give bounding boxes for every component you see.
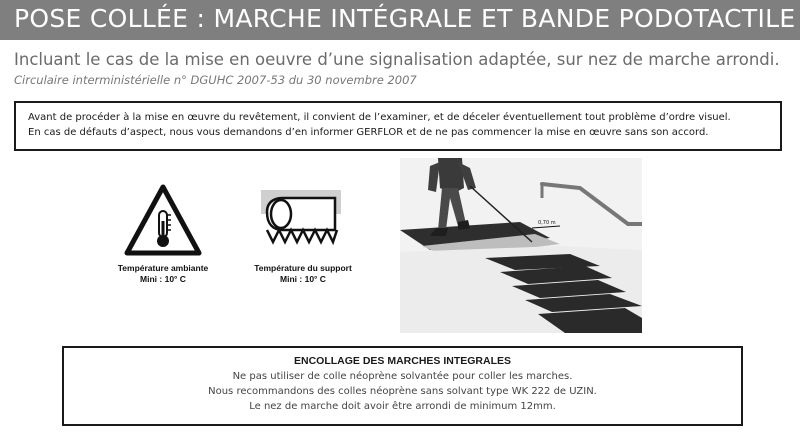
circular-reference: Circulaire interministérielle n° DGUHC 2007-53 du 30 novembre 2007 — [14, 73, 417, 87]
title-bar — [0, 0, 800, 40]
ambient-caption-label: Température ambiante — [117, 263, 209, 273]
gluing-title: ENCOLLAGE DES MARCHES INTEGRALES — [293, 355, 511, 367]
dimension-label: 0,70 m — [538, 220, 556, 226]
icon-caption-ambient — [93, 263, 233, 285]
notice-line-1: Avant de procéder à la mise en œuvre du revêtement, il convient de l’examiner, et de déceler éventuellement tout problème d’ordre visuel. — [28, 112, 731, 123]
ambient-caption-value: Mini : 10° C — [140, 274, 186, 284]
support-caption-label: Température du support — [254, 263, 352, 273]
notice-line-2: En cas de défauts d’aspect, nous vous demandons d’en informer GERFLOR et de ne pas commencer la mise en œuvre sans son accord. — [28, 127, 709, 138]
page-subtitle: Incluant le cas de la mise en oeuvre d’une signalisation adaptée, sur nez de marche arrondi. — [14, 50, 780, 69]
floor-roll-icon — [261, 190, 343, 258]
gluing-line-1: Ne pas utiliser de colle néoprène solvantée pour coller les marches. — [232, 371, 573, 382]
gluing-line-2: Nous recommandons des colles néoprène sans solvant type WK 222 de UZIN. — [208, 386, 597, 397]
thermometer-warning-icon — [123, 183, 203, 258]
gluing-instructions-box — [62, 346, 743, 426]
icon-caption-support — [233, 263, 373, 285]
support-caption-value: Mini : 10° C — [280, 274, 326, 284]
stairs-tactile-strip-illustration — [400, 158, 642, 333]
gluing-line-3: Le nez de marche doit avoir être arrondi de minimum 12mm. — [249, 401, 556, 412]
page-title: POSE COLLÉE : MARCHE INTÉGRALE ET BANDE PODOTACTILE — [14, 4, 796, 33]
notice-box — [14, 101, 782, 151]
